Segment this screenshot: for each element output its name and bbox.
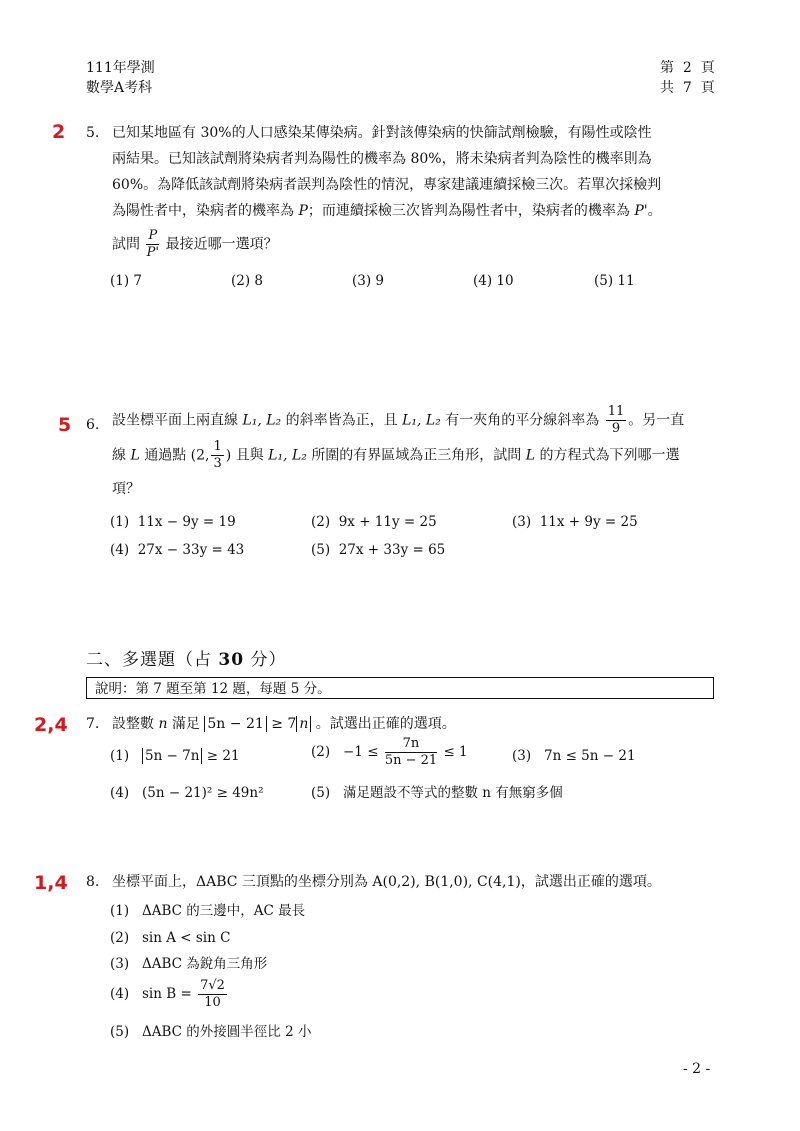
- q6-line-1d: 。另一直: [628, 412, 685, 429]
- q6-option-4: (4) 27x − 33y = 43: [110, 542, 245, 558]
- q7-stem: [112, 711, 456, 737]
- q7-option-2-post: ≤ 1: [443, 744, 468, 760]
- q5-var-p: P: [298, 203, 308, 219]
- q6-lines-l1-l2-again: L₁, L₂: [402, 412, 441, 429]
- q8-option-2: (2) sin A < sin C: [110, 930, 231, 946]
- q8-option-3: (3) ΔABC 為銳角三角形: [110, 956, 268, 972]
- q5-line-5a: 試問: [112, 236, 140, 253]
- section-instruction-box: [86, 677, 714, 699]
- q7-number: 7.: [86, 716, 100, 732]
- q6-point-denominator: 3: [213, 456, 222, 471]
- q6-line-2e: 的方程式為下列哪一選: [539, 447, 680, 464]
- q7-option-2: [311, 736, 468, 769]
- q5-option-3: (3) 9: [352, 273, 385, 289]
- q8-option-1: (1) ΔABC 的三邊中，AC 最長: [110, 903, 306, 919]
- header-page-number: 第 2 頁: [660, 60, 715, 76]
- header-subject: 數學A考科: [86, 80, 153, 96]
- q6-option-3: (3) 11x + 9y = 25: [512, 514, 638, 530]
- q6-line-2b: 通過點: [144, 447, 187, 464]
- q5-line-3: 60%。為降低該試劑將染病者誤判為陰性的情況，專家建議連續採檢三次。若單次採檢判: [112, 177, 662, 193]
- q5-number: 5.: [86, 125, 100, 141]
- q8-stem: 坐標平面上，ΔABC 三頂點的坐標分別為 A(0,2), B(1,0), C(4,1)，試選出正確的選項。: [112, 874, 661, 890]
- q7-option-5: (5) 滿足題設不等式的整數 n 有無窮多個: [311, 785, 563, 801]
- q7-option-2-fraction: [385, 736, 437, 769]
- q6-var-l: L: [130, 447, 140, 464]
- footer-page-number: - 2 -: [683, 1061, 711, 1077]
- q7-option-1-label: (1): [110, 748, 130, 764]
- q6-option-2: (2) 9x + 11y = 25: [311, 514, 437, 530]
- q7-option-2-denominator: 5n − 21: [384, 753, 438, 768]
- q6-option-1: (1) 11x − 9y = 19: [110, 514, 236, 530]
- q8-option-4-denominator: 10: [204, 995, 221, 1010]
- q5-line-4a: 為陽性者中，染病者的機率為: [112, 203, 294, 219]
- q5-line-5b: 最接近哪一選項？: [165, 236, 278, 253]
- q8-option-5: (5) ΔABC 的外接圓半徑比 2 小: [110, 1024, 312, 1040]
- section-instruction: 說明：第 7 題至第 12 題，每題 5 分。: [95, 681, 331, 697]
- q7-option-2-numerator: 7n: [385, 736, 437, 753]
- q6-line-2a: 線: [112, 447, 126, 464]
- q7-option-1: [110, 746, 240, 766]
- q7-stem-a: 設整數: [112, 716, 154, 732]
- q6-line-2c: 且與: [235, 447, 264, 464]
- q7-answer-mark: 2,4: [34, 714, 68, 736]
- q7-var-n: n: [158, 716, 168, 732]
- q7-abs-n: n: [296, 716, 311, 732]
- q5-fraction-numerator: P: [148, 228, 158, 243]
- q6-var-l-again: L: [525, 447, 536, 464]
- q5-option-1: (1) 7: [110, 273, 143, 289]
- q5-line-2: 兩結果。已知該試劑將染病者判為陽性的機率為 80%，將未染病者判為陰性的機率則為: [112, 151, 652, 167]
- q6-stem: [112, 404, 717, 502]
- section-title-c: 分）: [244, 650, 287, 670]
- q5-line-4b: ；而連續採檢三次皆判為陽性者中，染病者的機率為: [307, 203, 630, 219]
- q6-line-1a: 設坐標平面上兩直線: [112, 412, 238, 429]
- q7-option-1-abs: 5n − 7n: [142, 748, 202, 764]
- q7-option-2-label: (2): [311, 744, 331, 760]
- q5-stem: [112, 120, 717, 261]
- q5-line-5: [112, 228, 717, 261]
- q7-option-3: (3) 7n ≤ 5n − 21: [512, 748, 636, 764]
- q5-answer-mark: 2: [52, 121, 66, 143]
- q8-number: 8.: [86, 874, 100, 890]
- q6-point-numerator: 1: [213, 439, 222, 454]
- q5-option-4: (4) 10: [473, 273, 514, 289]
- q5-fraction: [146, 228, 159, 261]
- q6-line-1b: 的斜率皆為正，且: [285, 412, 398, 429]
- q5-line-1: 已知某地區有 30%的人口感染某傳染病。針對該傳染病的快篩試劑檢驗，有陽性或陰性: [112, 125, 652, 141]
- q8-option-4: [110, 978, 229, 1011]
- header-exam-year: 111年學測: [86, 60, 155, 76]
- q7-option-1-tail: ≥ 21: [206, 748, 240, 764]
- q7-option-4: (4) (5n − 21)² ≥ 49n²: [110, 785, 264, 801]
- q7-abs-expression: 5n − 21: [204, 716, 266, 732]
- q5-var-p-prime: P': [634, 203, 648, 219]
- q6-slope-numerator: 11: [607, 404, 625, 419]
- q6-line-1: [112, 404, 717, 437]
- q5-line-4: [112, 198, 717, 224]
- section-title-a: 二、多選題（占: [86, 650, 219, 670]
- q8-option-4-numerator: 7√2: [200, 978, 225, 993]
- q6-line-2: [112, 439, 717, 472]
- section-title-score: 30: [218, 650, 245, 670]
- q6-line-1c: 有一夾角的平分線斜率為: [445, 412, 600, 429]
- q6-point-fraction: [211, 439, 223, 472]
- q6-lines-l1-l2-third: L₁, L₂: [268, 447, 307, 464]
- q8-option-4-fraction: [198, 978, 227, 1011]
- q7-stem-b: 滿足: [171, 716, 200, 732]
- q7-stem-c: 。試選出正確的選項。: [315, 716, 456, 732]
- q6-line-3: 項？: [112, 481, 140, 497]
- q6-option-5: (5) 27x + 33y = 65: [311, 542, 446, 558]
- q5-option-2: (2) 8: [231, 273, 264, 289]
- q6-lines-l1-l2: L₁, L₂: [242, 412, 282, 429]
- q6-point-prefix: (2,: [190, 447, 210, 464]
- q6-answer-mark: 5: [58, 414, 72, 436]
- q7-ineq-rhs: ≥ 7: [271, 716, 297, 732]
- q5-fraction-denominator: P': [146, 245, 159, 260]
- q5-line-4c: 。: [647, 203, 662, 219]
- q6-line-2d: 所圍的有界區域為正三角形，試問: [311, 447, 522, 464]
- section-title: [86, 645, 286, 670]
- q6-slope-fraction: [606, 404, 627, 437]
- q8-option-4-pre: (4) sin B =: [110, 986, 192, 1002]
- q7-option-2-pre: −1 ≤: [343, 744, 379, 760]
- q6-slope-denominator: 9: [611, 421, 621, 436]
- q6-point-suffix: ): [225, 447, 232, 464]
- q6-number: 6.: [86, 417, 100, 433]
- header-total-pages: 共 7 頁: [660, 80, 715, 96]
- q8-answer-mark: 1,4: [34, 872, 68, 894]
- q5-option-5: (5) 11: [594, 273, 635, 289]
